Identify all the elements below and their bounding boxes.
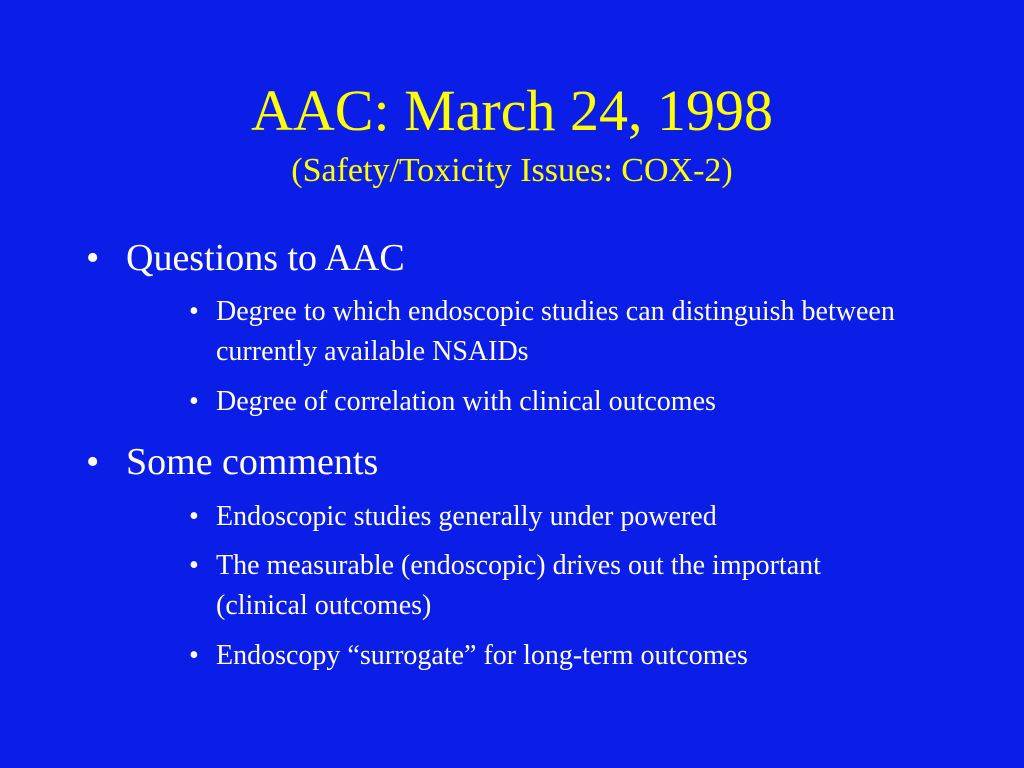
sub-bullet <box>189 382 949 422</box>
bullet-questions <box>86 236 405 280</box>
sub-bullet <box>189 497 949 537</box>
bullet-comments <box>86 440 378 484</box>
sub-bullet-dot: • <box>189 386 199 417</box>
sub-bullet-text: The measurable (endoscopic) drives out the important (clinical outcomes) <box>216 550 821 621</box>
slide-title: AAC: March 24, 1998 <box>251 78 773 143</box>
sub-bullet-dot: • <box>189 296 199 327</box>
sub-bullet <box>189 292 949 372</box>
sub-bullet-dot: • <box>189 550 199 581</box>
sub-bullet <box>189 546 949 626</box>
sub-bullet-text: Endoscopic studies generally under powered <box>216 501 717 532</box>
sub-bullet-text: Degree of correlation with clinical outcomes <box>216 386 716 417</box>
bullet-dot: • <box>86 441 100 483</box>
bullet-heading: Some comments <box>126 441 379 483</box>
slide-subtitle: (Safety/Toxicity Issues: COX-2) <box>291 152 733 189</box>
bullet-dot: • <box>86 237 100 279</box>
sub-bullet-dot: • <box>189 640 199 671</box>
sub-bullet-dot: • <box>189 501 199 532</box>
sub-bullet <box>189 636 949 676</box>
sub-bullet-text: Degree to which endoscopic studies can distinguish between currently available NSAIDs <box>216 296 895 367</box>
bullet-heading: Questions to AAC <box>126 237 405 279</box>
sub-bullet-text: Endoscopy “surrogate” for long-term outcomes <box>216 640 748 671</box>
